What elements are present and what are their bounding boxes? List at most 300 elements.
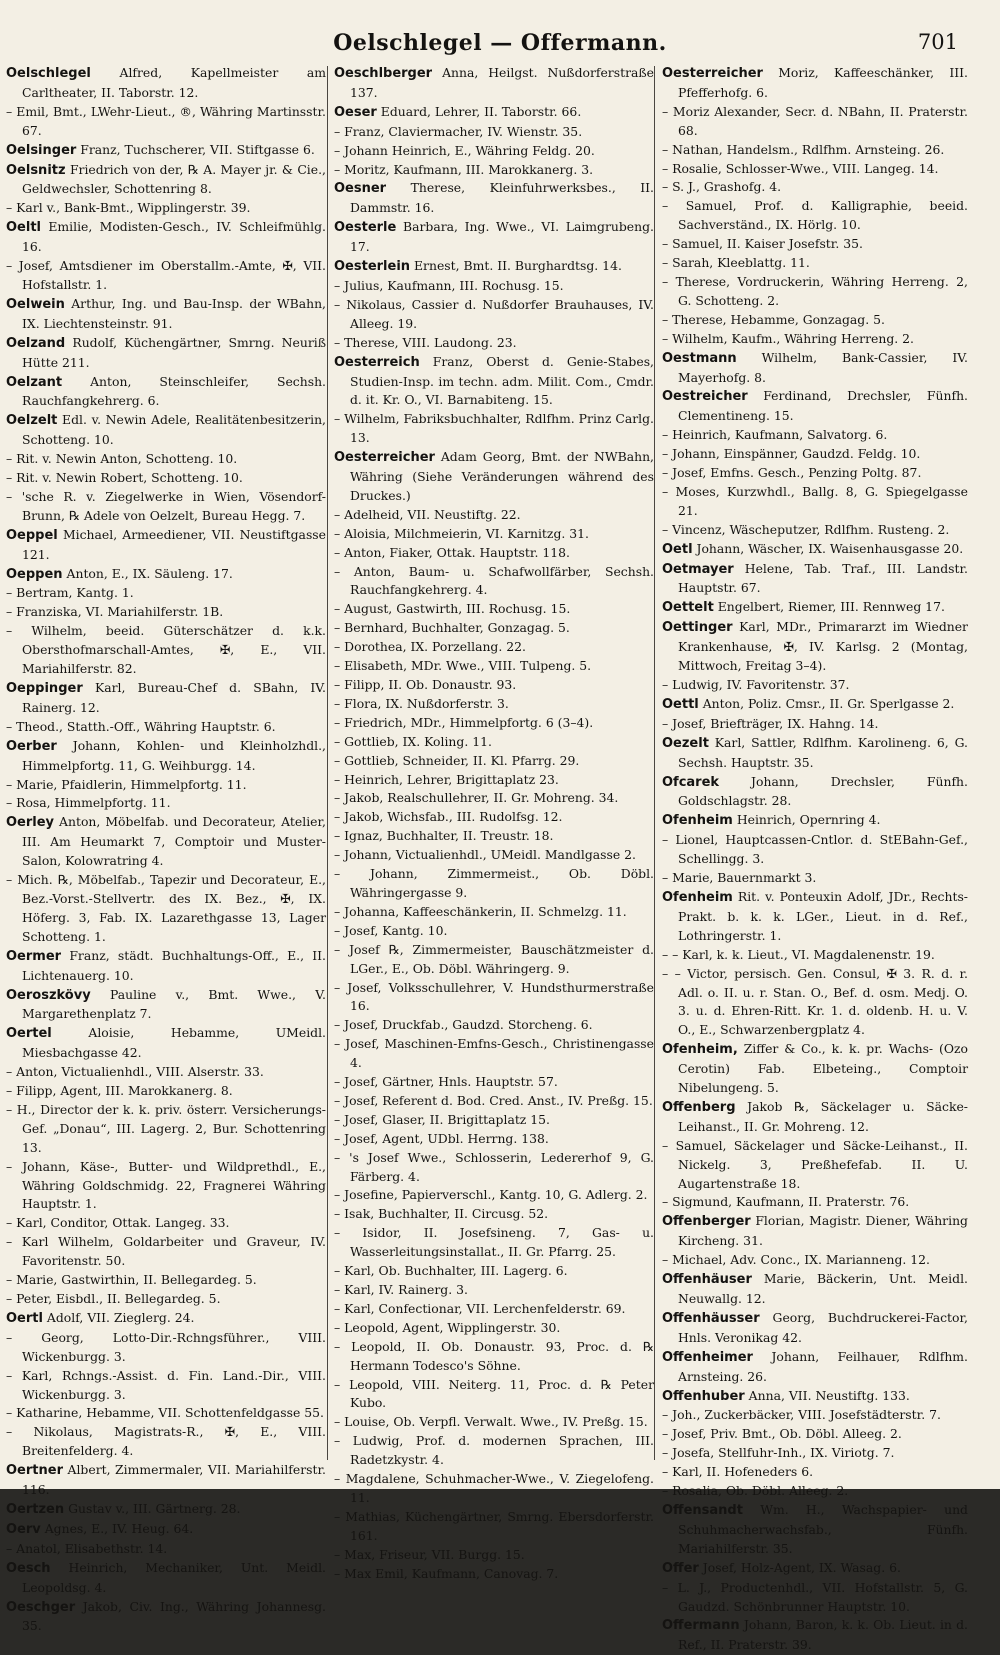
directory-entry [334, 1262, 654, 1281]
directory-column-1 [6, 64, 326, 1634]
entry-surname: Oeschger [6, 1599, 76, 1615]
directory-entry [662, 831, 968, 869]
entry-surname: Oetmayer [662, 561, 734, 577]
entry-text: – Josefine, Papierverschl., Kantg. 10, G. Adlerg. 2. [334, 1187, 648, 1203]
entry-text: – Katharine, Hebamme, VII. Schottenfeldgasse 55. [6, 1405, 324, 1421]
entry-surname: Oelsinger [6, 142, 77, 158]
entry-text: Engelbert, Riemer, III. Rennweg 17. [717, 599, 945, 615]
directory-entry [334, 1376, 654, 1414]
entry-surname: Oerv [6, 1521, 41, 1537]
entry-text: Wm. H., Wachspapier- und Schuhmacherwachsfab., Fünfh. Mariahilferstr. 35. [678, 1501, 968, 1556]
entry-text: – Marie, Bauernmarkt 3. [662, 870, 817, 886]
entry-text: – Mich. ℞, Möbelfab., Tapezir und Decorateur, E., Bez.-Vorst.-Stellvertr. des IX. Bez., ✠, IX. Höferg. 3, Fab. IX. Lazarethgasse 13, Lager Schotteng. 1. [6, 872, 326, 944]
entry-text: – Rosalia, Ob. Döbl. Alleeg. 2. [662, 1483, 849, 1499]
directory-entry [6, 565, 326, 585]
directory-entry [6, 1559, 326, 1598]
directory-entry [334, 1016, 654, 1035]
entry-text: – Johann, Zimmermeist., Ob. Döbl. Währingergasse 9. [334, 866, 654, 900]
directory-entry [6, 334, 326, 373]
entry-surname: Oeppinger [6, 681, 83, 696]
entry-surname: Oerley [6, 815, 55, 831]
directory-entry [662, 141, 968, 160]
entry-text: – Karl, Conditor, Ottak. Langeg. 33. [6, 1215, 230, 1231]
entry-text: – Karl, Confectionar, VII. Lerchenfelderstr. 69. [334, 1300, 626, 1316]
directory-entry [662, 734, 968, 773]
page-number: 701 [917, 30, 958, 54]
directory-entry [334, 676, 654, 695]
entry-text: – Julius, Kaufmann, III. Rochusg. 15. [334, 277, 564, 293]
running-head [0, 26, 1000, 62]
entry-text: – Josef ℞, Zimmermeister, Bauschätzmeister d. LGer., E., Ob. Döbl. Währingerg. 9. [334, 941, 654, 976]
entry-surname: Offermann [662, 1618, 740, 1634]
entry-surname: Oertl [6, 1310, 43, 1326]
column-divider [654, 66, 655, 1460]
entry-surname: Offenhuber [662, 1388, 745, 1404]
directory-entry [334, 733, 654, 752]
entry-text: – Johann, Victualienhdl., UMeidl. Mandlgasse 2. [334, 847, 636, 863]
directory-entry [6, 813, 326, 871]
directory-entry [662, 1270, 968, 1309]
entry-text: – Wilhelm, beeid. Güterschätzer d. k.k. Obersthofmarschall-Amtes, ✠, E., VII. Mariahilferstr. 82. [6, 623, 326, 677]
directory-entry [334, 808, 654, 827]
directory-entry [662, 1501, 968, 1559]
directory-entry [334, 1205, 654, 1224]
directory-entry [334, 1149, 654, 1187]
entry-text: – Anatol, Elisabethstr. 14. [6, 1540, 168, 1556]
entry-surname: Oesterreich [334, 354, 420, 370]
entry-text: – Moritz, Kaufmann, III. Marokkanerg. 3. [334, 161, 594, 177]
directory-entry [662, 869, 968, 888]
entry-text: Anna, Heilgst. Nußdorferstraße 137. [350, 65, 654, 100]
entry-text: – Rosa, Himmelpfortg. 11. [6, 795, 171, 811]
entry-text: Michael, Armeediener, VII. Neustiftgasse 121. [22, 526, 326, 562]
directory-entry [662, 311, 968, 330]
directory-entry [334, 1130, 654, 1149]
directory-entry [662, 965, 968, 1041]
directory-entry [334, 1338, 654, 1376]
entry-text: – Max, Friseur, VII. Burgg. 15. [334, 1546, 525, 1562]
entry-text: – Michael, Adv. Conc., IX. Marianneng. 12. [662, 1252, 930, 1268]
entry-text: Jakob, Civ. Ing., Währing Johannesg. 35. [22, 1598, 326, 1634]
entry-text: – Johann, Einspänner, Gaudzd. Feldg. 10. [662, 446, 921, 462]
entry-text: – Marie, Pfaidlerin, Himmelpfortg. 11. [6, 776, 247, 792]
entry-text: Karl, Sattler, Rdlfhm. Karolineng. 6, G. Sechsh. Hauptstr. 35. [678, 734, 968, 770]
entry-text: Gustav v., III. Gärtnerg. 28. [68, 1500, 241, 1516]
directory-entry [6, 1063, 326, 1082]
entry-text: Moriz, Kaffeeschänker, III. Pfefferhofg. 6. [678, 65, 968, 100]
directory-entry [6, 526, 326, 565]
directory-entry [662, 888, 968, 946]
entry-text: – Josef, Kantg. 10. [334, 922, 448, 938]
directory-entry [334, 525, 654, 544]
directory-entry [6, 295, 326, 334]
directory-entry [6, 1271, 326, 1290]
entry-surname: Offenheimer [662, 1349, 753, 1365]
entry-text: – Johanna, Kaffeeschänkerin, II. Schmelzg. 11. [334, 903, 627, 919]
directory-entry [6, 603, 326, 622]
entry-surname: Offenberger [662, 1214, 751, 1230]
entry-text: – Therese, Hebamme, Gonzagag. 5. [662, 311, 885, 327]
entry-text: – Karl Wilhelm, Goldarbeiter und Graveur, IV. Favoritenstr. 50. [6, 1234, 326, 1269]
directory-entry [6, 584, 326, 603]
entry-surname: Offenhäuser [662, 1272, 752, 1288]
directory-entry [6, 161, 326, 200]
entry-surname: Oelsnitz [6, 162, 66, 178]
entry-text: Josef, Holz-Agent, IX. Wasag. 6. [702, 1559, 901, 1575]
directory-entry [334, 277, 654, 296]
entry-text: – Johann Heinrich, E., Währing Feldg. 20. [334, 142, 595, 158]
entry-text: – Isidor, II. Josefsineng. 7, Gas- u. Wasserleitungsinstallat., II. Gr. Pfarrg. 25. [334, 1225, 654, 1260]
entry-surname: Oeschlberger [334, 66, 433, 81]
directory-entry [334, 1432, 654, 1470]
entry-surname: Oettl [662, 696, 699, 712]
directory-entry [334, 657, 654, 676]
entry-text: Georg, Buchdruckerei-Factor, Hnls. Veronikag 42. [678, 1309, 968, 1345]
entry-text: – Rosalie, Schlosser-Wwe., VIII. Langeg. 14. [662, 160, 939, 176]
entry-text: – Nikolaus, Cassier d. Nußdorfer Brauhauses, IV. Alleeg. 19. [334, 296, 654, 331]
entry-text: – Samuel, Säckelager und Säcke-Leihanst., II. Nickelg. 3, Preßhefefab. II. U. Augartenstraße 18. [662, 1137, 968, 1191]
entry-text: – Friedrich, MDr., Himmelpfortg. 6 (3–4). [334, 714, 594, 730]
directory-entry [6, 1540, 326, 1559]
directory-entry [6, 488, 326, 526]
entry-surname: Oettinger [662, 620, 733, 636]
directory-entry [662, 64, 968, 103]
directory-entry [662, 773, 968, 812]
entry-text: – S. J., Grashofg. 4. [662, 179, 782, 195]
entry-text: – Franz, Claviermacher, IV. Wienstr. 35. [334, 123, 583, 139]
entry-text: – Rit. v. Newin Anton, Schotteng. 10. [6, 451, 238, 467]
directory-entry [334, 1319, 654, 1338]
entry-text: – Vincenz, Wäscheputzer, Rdlfhm. Rusteng. 2. [662, 521, 950, 537]
entry-text: – Ludwig, IV. Favoritenstr. 37. [662, 677, 850, 692]
directory-entry [6, 947, 326, 986]
entry-text: – L. J., Productenhdl., VII. Hofstallstr. 5, G. Gaudzd. Schönbrunner Hauptstr. 10. [662, 1579, 968, 1614]
entry-text: – Josef, Druckfab., Gaudzd. Storcheng. 6. [334, 1017, 593, 1033]
entry-surname: Ofenheim [662, 813, 733, 829]
entry-text: – Josef, Amtsdiener im Oberstallm.-Amte, ✠, VII. Hofstallstr. 1. [6, 258, 326, 292]
entry-surname: Oertel [6, 1026, 52, 1042]
entry-text: Heinrich, Mechaniker, Unt. Meidl. Leopoldsg. 4. [22, 1559, 326, 1595]
entry-text: – Josef, Agent, UDbl. Herrng. 138. [334, 1130, 549, 1146]
entry-surname: Oeroszkövy [6, 987, 91, 1003]
entry-text: Aloisie, Hebamme, UMeidl. Miesbachgasse 42. [22, 1025, 326, 1061]
directory-entry [6, 1500, 326, 1520]
directory-entry [334, 979, 654, 1017]
entry-text: Edl. v. Newin Adele, Realitätenbesitzerin, Schotteng. 10. [22, 412, 326, 448]
directory-entry [662, 1193, 968, 1212]
directory-entry [6, 1520, 326, 1540]
entry-text: – Moses, Kurzwhdl., Ballg. 8, G. Spiegelgasse 21. [662, 483, 968, 518]
directory-entry [6, 373, 326, 412]
entry-text: – Josefa, Stellfuhr-Inh., IX. Viriotg. 7. [662, 1445, 895, 1461]
entry-text: Franz, Tuchscherer, VII. Stiftgasse 6. [80, 141, 315, 157]
directory-entry [662, 197, 968, 235]
entry-text: – Joh., Zuckerbäcker, VIII. Josefstädterstr. 7. [662, 1407, 941, 1423]
directory-entry [6, 1233, 326, 1271]
entry-surname: Oelschlegel [6, 66, 91, 81]
entry-text: – H., Director der k. k. priv. österr. Versicherungs-Gef. „Donau“, III. Lagerg. 2, Bur. Schottenring 13. [6, 1101, 326, 1155]
entry-text: Franz, Oberst d. Genie-Stabes, Studien-Insp. im techn. adm. Milit. Com., Cmdr. d. it. Kr. O., VI. Barnabiteng. 15. [350, 353, 654, 408]
directory-entry [6, 141, 326, 161]
entry-text: – Leopold, II. Ob. Donaustr. 93, Proc. d. ℞ Hermann Todesco's Söhne. [334, 1338, 654, 1373]
entry-text: Eduard, Lehrer, II. Taborstr. 66. [380, 103, 582, 119]
directory-entry [662, 1309, 968, 1348]
entry-text: – August, Gastwirth, III. Rochusg. 15. [334, 601, 571, 617]
entry-text: – 's Josef Wwe., Schlosserin, Ledererhof 9, G. Färberg. 4. [334, 1149, 654, 1184]
entry-text: – Filipp, II. Ob. Donaustr. 93. [334, 677, 517, 692]
directory-entry [6, 1423, 326, 1461]
directory-entry [6, 1101, 326, 1158]
entry-text: Adam Georg, Bmt. der NWBahn, Währing (Siehe Veränderungen während des Druckes.) [350, 449, 654, 503]
directory-entry [334, 846, 654, 865]
entry-surname: Offer [662, 1560, 699, 1576]
entry-text: – Aloisia, Milchmeierin, VI. Karnitzg. 31. [334, 525, 589, 541]
entry-text: Karl, Bureau-Chef d. SBahn, IV. Rainerg. 12. [22, 680, 326, 715]
directory-entry [6, 1598, 326, 1637]
entry-text: – Leopold, Agent, Wipplingerstr. 30. [334, 1319, 561, 1335]
directory-entry [6, 1329, 326, 1367]
entry-text: – Emil, Bmt., LWehr-Lieut., ®, Währing Martinsstr. 67. [6, 103, 326, 138]
entry-surname: Oelwein [6, 296, 65, 312]
entry-text: – Josef, Briefträger, IX. Hahng. 14. [662, 715, 879, 731]
directory-entry [6, 469, 326, 488]
entry-text: – Ignaz, Buchhalter, II. Treustr. 18. [334, 828, 554, 844]
directory-entry [6, 1404, 326, 1423]
entry-text: – Josef, Emfns. Gesch., Penzing Poltg. 87. [662, 465, 922, 481]
directory-entry [662, 254, 968, 273]
entry-text: – Gottlieb, Schneider, II. Kl. Pfarrg. 29. [334, 752, 580, 768]
directory-entry [334, 941, 654, 979]
entry-surname: Offensandt [662, 1502, 743, 1518]
entry-text: Heinrich, Opernring 4. [736, 812, 881, 828]
entry-text: – Peter, Eisbdl., II. Bellegardeg. 5. [6, 1291, 221, 1306]
entry-text: – Mathias, Küchengärtner, Smrng. Ebersdorferstr. 161. [334, 1508, 654, 1543]
directory-entry [662, 1406, 968, 1425]
entry-surname: Oelzelt [6, 413, 58, 429]
entry-text: – Max Emil, Kaufmann, Canovag. 7. [334, 1565, 559, 1581]
directory-entry [334, 544, 654, 563]
entry-surname: Oelzant [6, 374, 63, 390]
directory-entry [334, 218, 654, 257]
entry-text: Wilhelm, Bank-Cassier, IV. Mayerhofg. 8. [678, 349, 968, 385]
entry-text: – – Karl, k. k. Lieut., VI. Magdalenenstr. 19. [662, 946, 935, 962]
entry-text: Barbara, Ing. Wwe., VI. Laimgrubeng. 17. [350, 219, 654, 255]
directory-entry [334, 64, 654, 103]
directory-entry [662, 521, 968, 540]
entry-text: – Karl, Rchngs.-Assist. d. Fin. Land.-Dir., VIII. Wickenburgg. 3. [6, 1367, 326, 1402]
entry-text: Ziffer & Co., k. k. pr. Wachs- (Ozo Cerotin) Fab. Elbeteing., Comptoir Nibelungeng. 5. [678, 1041, 968, 1096]
entry-text: – Sarah, Kleeblattg. 11. [662, 255, 810, 271]
entry-surname: Oesner [334, 181, 387, 197]
entry-text: Johann, Wäscher, IX. Waisenhausgasse 20. [696, 540, 964, 556]
directory-entry [334, 1508, 654, 1546]
directory-entry [334, 1224, 654, 1262]
entry-text: Pauline v., Bmt. Wwe., V. Margarethenplatz 7. [22, 986, 326, 1022]
entry-surname: Oesterlein [334, 259, 411, 275]
directory-entry [334, 506, 654, 525]
entry-text: – Karl, Ob. Buchhalter, III. Lagerg. 6. [334, 1263, 568, 1279]
directory-entry [334, 695, 654, 714]
entry-text: Ferdinand, Drechsler, Fünfh. Clementineng. 15. [678, 388, 968, 424]
directory-entry [334, 619, 654, 638]
directory-entry [6, 871, 326, 947]
entry-text: – – Victor, persisch. Gen. Consul, ✠ 3. R. d. r. Adl. o. II. u. r. Stan. O., Bef. d. osm. Medj. O. 3. u. d. Ehren-Ritt. Kr. 1. d. oldenb. H. u. V. O., E., Schwarzenbergplatz 4. [662, 965, 968, 1038]
directory-entry [662, 1040, 968, 1098]
directory-entry [334, 789, 654, 808]
directory-entry [334, 865, 654, 903]
directory-entry [662, 1616, 968, 1655]
directory-entry [662, 1348, 968, 1387]
entry-surname: Oertzen [6, 1501, 65, 1517]
directory-entry [662, 178, 968, 197]
entry-surname: Oesterle [334, 220, 397, 236]
directory-entry [334, 1281, 654, 1300]
entry-text: Johann, Kohlen- und Kleinholzhdl., Himmelpfortg. 11, G. Weihburgg. 14. [22, 737, 326, 773]
entry-text: Arthur, Ing. und Bau-Insp. der WBahn, IX. Liechtensteinstr. 91. [22, 295, 326, 331]
directory-entry [662, 1387, 968, 1407]
directory-entry [6, 1290, 326, 1309]
entry-text: – Johann, Käse-, Butter- und Wildprethdl., E., Währing Goldschmidg. 22, Fragnerei Währing Hauptstr. 1. [6, 1158, 326, 1212]
entry-text: – Josef, Referent d. Bod. Cred. Anst., IV. Preßg. 15. [334, 1092, 653, 1108]
entry-surname: Oetl [662, 541, 693, 557]
entry-surname: Oerber [6, 738, 57, 754]
entry-text: – Georg, Lotto-Dir.-Rchngsführer., VIII. Wickenburgg. 3. [6, 1329, 326, 1364]
entry-text: – Anton, Victualienhdl., VIII. Alserstr. 33. [6, 1064, 264, 1080]
entry-text: – Wilhelm, Fabriksbuchhalter, Rdlfhm. Prinz Carlg. 13. [334, 411, 654, 446]
directory-entry [6, 737, 326, 776]
entry-text: Franz, städt. Buchhaltungs-Off., E., II. Lichtenauerg. 10. [22, 947, 326, 983]
directory-entry [334, 771, 654, 790]
entry-text: – Therese, Vordruckerin, Währing Herreng. 2, G. Schotteng. 2. [662, 273, 968, 308]
entry-text: – Josef, Maschinen-Emfns-Gesch., Christinengasse 4. [334, 1036, 654, 1071]
directory-entry [6, 986, 326, 1025]
entry-text: – Nikolaus, Magistrats-R., ✠, E., VIII. Breitenfelderg. 4. [6, 1424, 326, 1459]
directory-entry [6, 199, 326, 218]
entry-surname: Ofcarek [662, 774, 720, 790]
directory-entry [662, 426, 968, 445]
directory-entry [662, 598, 968, 618]
entry-text: Jakob ℞, Säckelager u. Säcke-Leihanst., II. Gr. Mohreng. 12. [678, 1098, 968, 1134]
entry-text: – Josef, Volksschullehrer, V. Hundsthurmerstraße 16. [334, 979, 654, 1014]
entry-text: – Isak, Buchhalter, II. Circusg. 52. [334, 1206, 549, 1222]
entry-text: – Flora, IX. Nußdorferstr. 3. [334, 695, 509, 711]
directory-entry [334, 142, 654, 161]
entry-surname: Ofenheim, [662, 1042, 738, 1058]
entry-text: – 'sche R. v. Ziegelwerke in Wien, Vösendorf-Brunn, ℞ Adele von Oelzelt, Bureau Hegg. 7. [6, 488, 326, 523]
directory-entry [662, 349, 968, 388]
entry-text: Agnes, E., IV. Heug. 64. [44, 1520, 194, 1536]
entry-text: Adolf, VII. Zieglerg. 24. [46, 1309, 195, 1325]
directory-entry [662, 695, 968, 715]
directory-entry [334, 1300, 654, 1319]
entry-text: Ernest, Bmt. II. Burghardtsg. 14. [414, 258, 622, 274]
entry-text: – Josef, Priv. Bmt., Ob. Döbl. Alleeg. 2. [662, 1426, 902, 1442]
entry-text: – Karl, IV. Rainerg. 3. [334, 1282, 468, 1297]
directory-entry [6, 1461, 326, 1500]
directory-entry [334, 1092, 654, 1111]
directory-entry [662, 103, 968, 141]
directory-entry [334, 1546, 654, 1565]
directory-entry [6, 1214, 326, 1233]
directory-entry [662, 1444, 968, 1463]
directory-entry [334, 714, 654, 733]
directory-entry [6, 1024, 326, 1063]
directory-entry [662, 1463, 968, 1482]
directory-entry [6, 718, 326, 737]
entry-text: – Sigmund, Kaufmann, II. Praterstr. 76. [662, 1194, 910, 1210]
directory-column-2 [334, 64, 654, 1581]
entry-text: – Samuel, II. Kaiser Josefstr. 35. [662, 236, 863, 252]
directory-entry [6, 64, 326, 103]
directory-entry [6, 679, 326, 718]
entry-text: – Gottlieb, IX. Koling. 11. [334, 733, 492, 749]
directory-entry [334, 103, 654, 123]
directory-entry [6, 257, 326, 295]
directory-entry [6, 1367, 326, 1405]
entry-text: – Heinrich, Lehrer, Brigittaplatz 23. [334, 771, 559, 787]
entry-text: – Samuel, Prof. d. Kalligraphie, beeid. Sachverständ., IX. Hörlg. 10. [662, 198, 968, 233]
directory-entry [334, 752, 654, 771]
directory-entry [334, 1111, 654, 1130]
directory-entry [334, 1470, 654, 1508]
column-divider [327, 66, 328, 1460]
entry-text: – Filipp, Agent, III. Marokkanerg. 8. [6, 1083, 233, 1099]
entry-text: – Anton, Baum- u. Schafwollfärber, Sechsh. Rauchfangkehrerg. 4. [334, 563, 654, 598]
entry-text: Karl, MDr., Primararzt im Wiedner Krankenhause, ✠, IV. Karlsg. 2 (Montag, Mittwoch, Freitag 3–4). [678, 619, 968, 674]
directory-entry [6, 103, 326, 141]
entry-text: Florian, Magistr. Diener, Währing Kircheng. 31. [678, 1213, 968, 1249]
entry-text: – Karl v., Bank-Bmt., Wipplingerstr. 39. [6, 200, 251, 216]
directory-entry [6, 794, 326, 813]
entry-text: – Louise, Ob. Verpfl. Verwalt. Wwe., IV. Preßg. 15. [334, 1414, 648, 1430]
entry-text: – Moriz Alexander, Secr. d. NBahn, II. Praterstr. 68. [662, 103, 968, 138]
directory-entry [662, 676, 968, 695]
entry-text: Anna, VII. Neustiftg. 133. [748, 1387, 910, 1403]
directory-entry [662, 464, 968, 483]
directory-entry [334, 1035, 654, 1073]
directory-entry [662, 540, 968, 560]
directory-entry [662, 235, 968, 254]
directory-entry [334, 1073, 654, 1092]
directory-entry [662, 273, 968, 311]
entry-surname: Oeppen [6, 566, 63, 582]
entry-text: – Jakob, Wichsfab., III. Rudolfsg. 12. [334, 809, 563, 825]
entry-text: – Franziska, VI. Mariahilferstr. 1B. [6, 604, 224, 620]
directory-entry [334, 1186, 654, 1205]
directory-entry [662, 618, 968, 676]
entry-text: – Elisabeth, MDr. Wwe., VIII. Tulpeng. 5. [334, 658, 592, 674]
directory-entry [6, 1309, 326, 1329]
directory-entry [662, 1425, 968, 1444]
entry-text: Helene, Tab. Traf., III. Landstr. Hauptstr. 67. [678, 560, 968, 596]
entry-surname: Oeltl [6, 220, 41, 236]
entry-text: Emilie, Modisten-Gesch., IV. Schleifmühlg. 16. [22, 219, 326, 255]
directory-entry [334, 161, 654, 180]
directory-entry [334, 827, 654, 846]
directory-entry [334, 638, 654, 657]
directory-entry [662, 1482, 968, 1501]
directory-entry [334, 296, 654, 334]
entry-text: – Karl, II. Hofeneders 6. [662, 1464, 814, 1480]
directory-entry [6, 1158, 326, 1215]
entry-text: – Ludwig, Prof. d. modernen Sprachen, III. Radetzkystr. 4. [334, 1433, 654, 1468]
entry-surname: Oermer [6, 948, 62, 964]
entry-text: – Leopold, VIII. Neiterg. 11, Proc. d. ℞ Peter Kubo. [334, 1376, 654, 1411]
directory-entry [334, 179, 654, 218]
entry-text: Anton, Steinschleifer, Sechsh. Rauchfangkehrerg. 6. [22, 373, 326, 409]
entry-text: – Anton, Fiaker, Ottak. Hauptstr. 118. [334, 544, 570, 560]
directory-entry [662, 160, 968, 179]
